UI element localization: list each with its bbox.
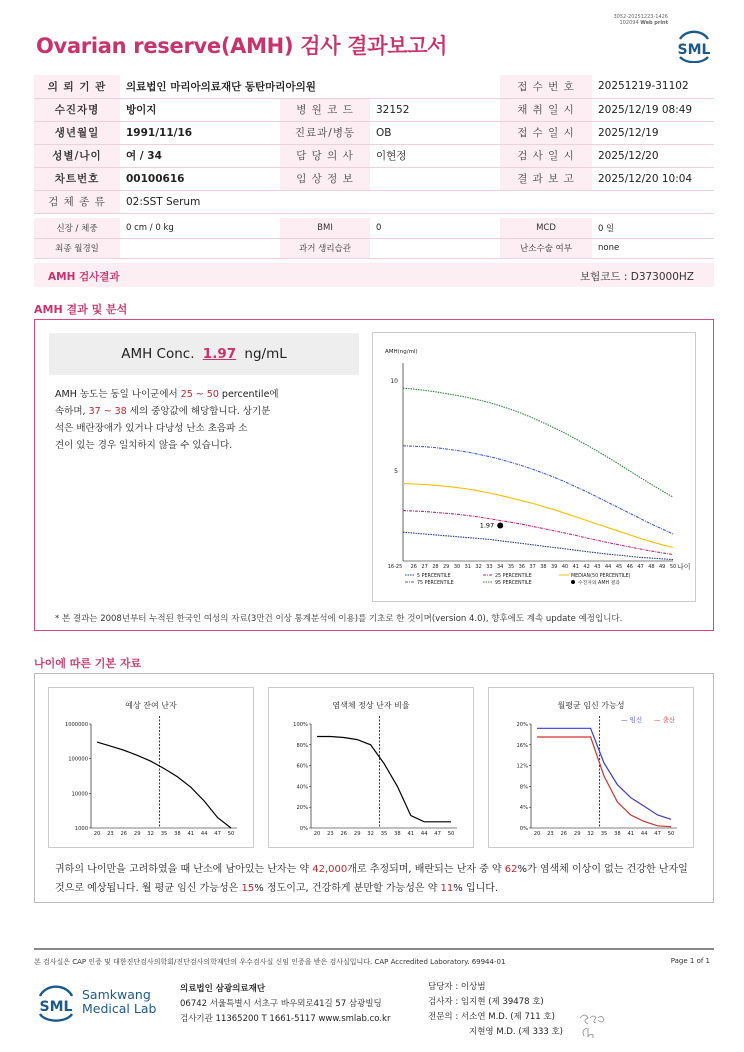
mini-x-tick: 44 [420,831,428,837]
sml-logo-icon [674,27,714,63]
amh-x-tick: 38 [540,564,547,570]
mini-y-tick: 4% [519,805,528,812]
code-line-1: 3052-20251223-1426 [613,14,668,20]
mini-x-tick: 32 [587,831,594,837]
mini-y-tick: 80% [296,742,308,749]
info-label: 결 과 보 고 [500,167,592,190]
amh-x-tick: 46 [626,564,633,570]
amh-result-bar [34,263,714,287]
amh-patient-label: 1.97 [479,521,495,530]
amh-x-tick: 49 [659,564,666,570]
info-label: 임 상 정 보 [280,167,370,190]
bmi-label: BMI [280,218,370,238]
staff-info [428,980,563,1040]
mini-series-line [537,728,671,819]
mini-x-tick: 50 [667,831,675,837]
info-label: 의 뢰 기 관 [34,75,120,98]
mini-x-tick: 44 [200,831,208,837]
logo-text: SML [677,42,711,58]
mini-x-tick: 44 [640,831,648,837]
amh-x-tick: 26 [410,564,417,570]
pregnancy-chance-chart [488,687,694,848]
basic-section-title: 나이에 따른 기본 자료 [34,657,142,670]
amh-legend-label: 75 PERCENTILE [417,581,454,586]
staff-manager: 담당자 : 이상범 [428,982,486,992]
remaining-eggs-svg [49,688,253,847]
amh-x-tick: 40 [561,564,569,570]
amh-x-tick: 47 [637,564,644,570]
normal-egg-ratio-chart [268,687,474,848]
mini-x-tick: 23 [547,831,554,837]
amh-x-tick: 35 [507,564,515,570]
amh-x-tick: 34 [497,564,504,570]
mini-series-line [317,737,451,822]
info-label: 채 취 일 시 [500,98,592,121]
mini-x-tick: 41 [627,831,635,837]
info-value: 2025/12/20 10:04 [592,167,714,190]
mini-x-tick: 47 [434,831,441,837]
amh-legend-point-label: 수진자의 AMH 결과 [578,581,620,586]
staff-specialist-2: 지현영 M.D. (제 333 호) [469,1027,564,1037]
amh-x-tick: 27 [421,564,428,570]
conc-value: 1.97 [202,346,237,362]
amh-series-line [403,388,673,497]
amh-series-line [403,446,673,534]
bmi-value: 0 [370,218,500,238]
mini-y-tick: 0% [299,826,308,832]
mini-x-tick: 41 [187,831,195,837]
mini-x-tick: 35 [160,831,168,837]
conc-label: AMH Conc. [121,346,195,362]
amh-x-tick: 29 [443,564,450,570]
mcd-value: 0 일 [592,218,714,238]
organization-info [180,982,390,1027]
mini-x-tick: 29 [573,831,581,837]
mini-y-tick: 10000 [71,791,88,798]
info-label: 수진자명 [34,98,120,121]
info-value: 의료법인 마리아의료재단 동탄마리아의원 [120,75,500,98]
mini-x-tick: 41 [407,831,415,837]
mini-title: 염색체 정상 난자 비율 [332,701,410,710]
info-label: 병 원 코 드 [280,98,370,121]
amh-x-tick: 28 [432,564,439,570]
mini-x-tick: 47 [654,831,661,837]
info-label: 생년월일 [34,121,120,144]
amh-x-tick: 30 [453,564,461,570]
patient-extra-table [34,218,714,259]
amh-concentration [49,333,359,375]
pregnancy-chance-svg [489,688,693,847]
mini-y-tick: 16% [516,742,528,749]
mini-y-tick: 20% [296,805,308,812]
amh-percentile-chart [372,332,696,602]
info-value: 20251219-31102 [592,75,714,98]
mini-x-tick: 29 [353,831,361,837]
info-value: 32152 [370,98,500,121]
mini-title: 월평균 임신 가능성 [557,701,625,710]
amh-y-tick: 5 [394,468,398,475]
info-value: 00100616 [120,167,280,190]
specimen-row [34,190,714,213]
mini-y-tick: 60% [296,763,308,770]
amh-y-label: AMH(ng/ml) [385,349,418,355]
amh-x-tick: 36 [518,564,525,570]
info-value: 2025/12/20 [592,144,714,167]
amh-x-tick: 48 [648,564,655,570]
info-value: 이현정 [370,144,500,167]
mini-series-line [537,737,671,827]
staff-specialist-1: 전문의 : 서소연 M.D. (제 711 호) [428,1012,555,1022]
mini-y-tick: 0% [519,826,528,832]
basic-summary: 귀하의 나이만을 고려하였을 때 난소에 남아있는 난자는 약 42,000개로 추정되며, 배란되는 난자 중 약 62%가 염색체 이상이 없는 건강한 난자일 것으로 예상됩니다. 월 평균 임신 가능성은 15% 정도이고, 건강하게 분만할 가능성은 약 11% 입니다. [55,864,688,894]
staff-tester: 검사자 : 임지현 (제 39478 호) [428,997,544,1007]
height-weight-label: 신장 / 체중 [34,218,120,238]
lmp-value [120,238,280,258]
mini-x-tick: 20 [533,831,541,837]
org-phone: 검사기관 11365200 T 1661-5117 www.smlab.co.kr [180,1014,391,1024]
amh-result-label: AMH 검사결과 [48,271,120,283]
amh-x-label: 나이 [677,563,691,571]
certification-text: 본 검사실은 CAP 인증 및 대한진단검사의학회/진단검사의학재단의 우수검사실 신임 인증을 받은 검사실입니다. CAP Accredited Laboratory. 69944-01 [34,958,506,966]
normal-egg-ratio-svg [269,688,473,847]
amh-x-tick: 41 [572,564,579,570]
mini-y-tick: 12% [516,763,528,770]
info-label: 검 사 일 시 [500,144,592,167]
amh-series-line [403,511,673,555]
patient-info-table [34,75,714,214]
insurance-code: 보험코드 : D373000HZ [579,271,694,283]
mini-x-tick: 23 [107,831,114,837]
signature-image [578,1008,610,1040]
lmp-label: 최종 월경일 [34,238,120,258]
amh-x-tick: 31 [464,564,471,570]
mini-x-tick: 26 [120,831,128,837]
report-title: Ovarian reserve(AMH) 검사 결과보고서 [36,34,448,58]
conc-unit: ng/mL [244,346,287,362]
mini-x-tick: 32 [367,831,374,837]
mini-x-tick: 47 [214,831,221,837]
analysis-note: * 본 결과는 2008년부터 누적된 한국인 여성의 자료(3만건 이상 통계분석에 이용)를 기초로 한 것이며(version 4.0), 향후에도 계속 update 예정입니다. [55,614,623,624]
mcd-label: MCD [500,218,592,238]
amh-x-tick: 32 [475,564,482,570]
amh-legend-point [571,580,575,584]
mini-y-tick: 100% [293,722,308,728]
mini-x-tick: 38 [394,831,401,837]
remaining-eggs-chart [48,687,254,848]
amh-y-tick: 10 [390,378,398,385]
mini-legend-1: — 임신 [621,716,643,724]
analysis-section-title: AMH 결과 및 분석 [34,303,128,316]
mini-x-tick: 35 [600,831,608,837]
analysis-description: AMH 농도는 동일 나이군에서 25 ~ 50 percentile에 속하며, 37 ~ 38 세의 중앙값에 해당합니다. 상기분 석은 배란장애가 있거나 다낭성 난소 초음파 소 견이 있는 경우 일치하지 않을 수 있습니다. [55,389,279,451]
mini-x-tick: 20 [93,831,101,837]
amh-legend-label: 95 PERCENTILE [495,581,532,586]
mini-y-tick: 40% [296,784,308,791]
lab-name-1: Samkwang [82,987,151,1002]
footer-logo-text: SML [39,999,73,1015]
amh-chart-svg [373,333,695,601]
menstrual-history-label: 과거 생리습관 [280,238,370,258]
info-label: 진료과/병동 [280,121,370,144]
info-row [34,98,714,121]
amh-x-tick: 33 [486,564,493,570]
extra-row-1 [34,218,714,238]
menstrual-history-value [370,238,500,258]
lab-name-2: Medical Lab [82,1001,157,1016]
extra-row-2 [34,238,714,258]
info-row [34,75,714,98]
height-weight-value: 0 cm / 0 kg [120,218,280,238]
amh-x-tick: 43 [594,564,601,570]
amh-x-tick: 44 [605,564,612,570]
info-row [34,144,714,167]
samkwang-logo-icon [36,982,76,1022]
amh-legend-label: MEDIAN(50 PERCENTILE) [571,574,631,579]
amh-legend-label: 5 PERCENTILE [417,574,451,579]
amh-series-line [403,484,673,548]
ovary-surgery-value: none [592,238,714,258]
amh-x-tick: 45 [615,564,623,570]
info-value: 방이지 [120,98,280,121]
mini-x-tick: 38 [174,831,181,837]
info-row [34,121,714,144]
mini-x-tick: 50 [447,831,455,837]
mini-x-tick: 32 [147,831,154,837]
mini-x-tick: 50 [227,831,235,837]
mini-y-tick: 100000 [68,756,88,763]
amh-x-tick: 42 [583,564,590,570]
code-line-2: 102094 Web print [619,20,668,26]
info-value: 여 / 34 [120,144,280,167]
info-label: 성별/나이 [34,144,120,167]
info-label: 접 수 일 시 [500,121,592,144]
mini-x-tick: 20 [313,831,321,837]
amh-x-tick: 50 [669,564,677,570]
mini-y-tick: 1000 [74,826,88,832]
report-code [613,14,668,26]
mini-y-tick: 8% [519,784,528,791]
ovary-surgery-label: 난소수술 여부 [500,238,592,258]
mini-x-tick: 23 [327,831,334,837]
mini-x-tick: 38 [614,831,621,837]
mini-title: 예상 잔여 난자 [125,701,177,710]
mini-x-tick: 29 [133,831,141,837]
amh-x-tick: 37 [529,564,536,570]
lab-name [82,988,156,1016]
info-value: 2025/12/19 [592,121,714,144]
amh-patient-point [497,523,503,529]
info-value: OB [370,121,500,144]
page-number: Page 1 of 1 [670,957,710,965]
org-name: 의료법인 삼광의료재단 [180,984,266,994]
info-label: 담 당 의 사 [280,144,370,167]
info-value: 2025/12/19 08:49 [592,98,714,121]
mini-x-tick: 26 [340,831,348,837]
mini-y-tick: 20% [516,722,528,728]
specimen-label: 검 체 종 류 [34,190,120,213]
specimen-value: 02:SST Serum [120,190,714,213]
amh-legend-label: 25 PERCENTILE [495,574,532,579]
amh-x-tick: 16-25 [387,564,403,570]
mini-x-tick: 26 [560,831,568,837]
mini-x-tick: 35 [380,831,388,837]
info-row [34,167,714,190]
amh-x-tick: 39 [551,564,558,570]
info-label: 차트번호 [34,167,120,190]
footer-divider [34,948,714,950]
mini-legend-2: — 출산 [654,716,676,724]
mini-series-line [97,742,231,828]
mini-y-tick: 1000000 [64,722,88,728]
info-value: 1991/11/16 [120,121,280,144]
info-value [370,167,500,190]
info-label: 접 수 번 호 [500,75,592,98]
org-address: 06742 서울특별시 서초구 바우뫼로41길 57 삼광빌딩 [180,999,382,1009]
